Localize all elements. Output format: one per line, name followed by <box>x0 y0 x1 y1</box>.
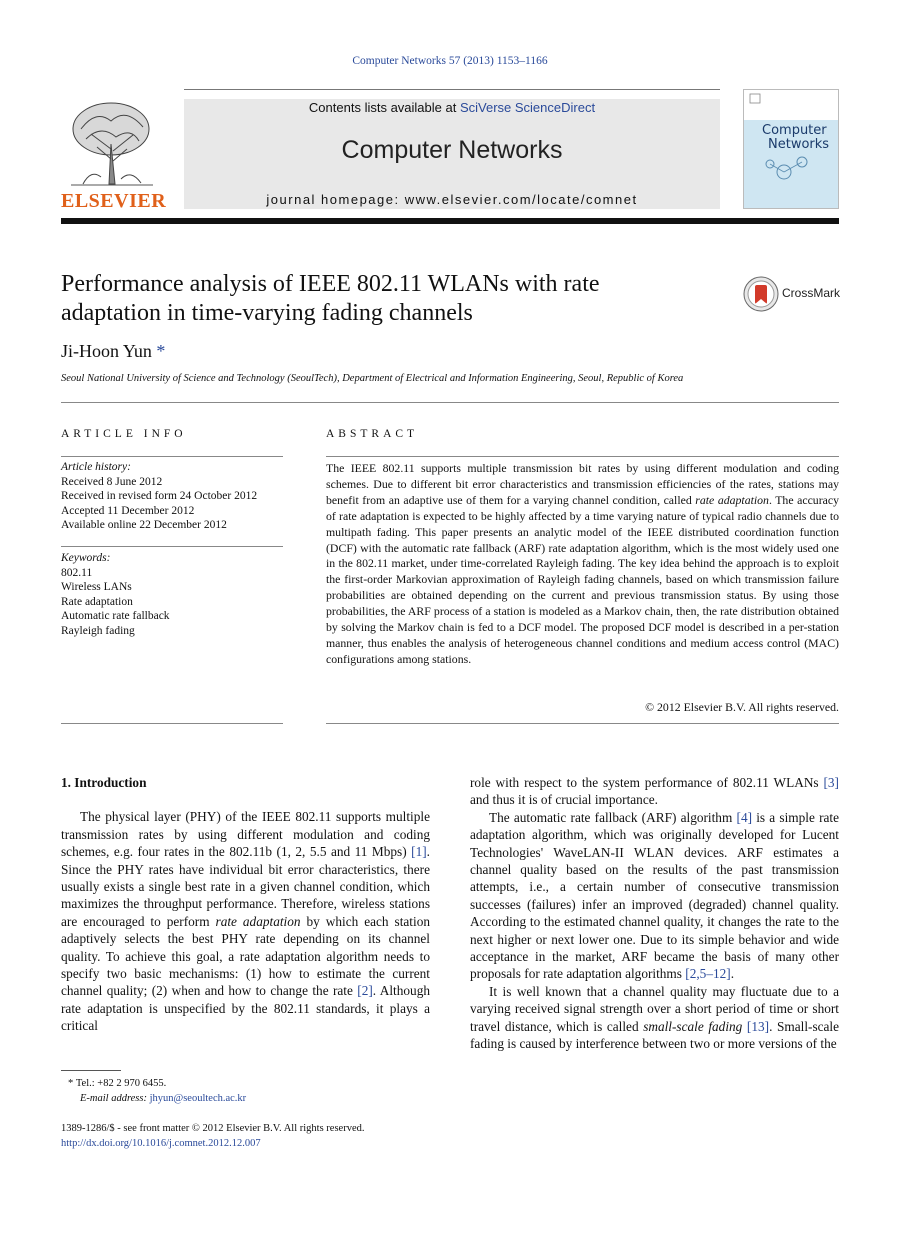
keywords-label: Keywords: <box>61 552 111 564</box>
paragraph-emphasis: rate adaptation <box>215 913 301 929</box>
article-info-heading: ARTICLE INFO <box>61 428 187 440</box>
footnote-tel: Tel.: +82 2 970 6455. <box>75 1078 167 1089</box>
publisher-name: ELSEVIER <box>61 190 167 212</box>
author-line <box>61 341 165 362</box>
issn-line: 1389-1286/$ - see front matter © 2012 Elsevier B.V. All rights reserved. <box>61 1123 365 1134</box>
abstract-text-part: The IEEE 802.11 supports multiple transmission bit rates by using different modulation and coding schemes. Due to different bit error characteristics and transmission efficiencies of the rates, stations may benefit from an adaptive use of them for a varying channel condition, called <box>326 461 839 507</box>
citation-link[interactable]: [2] <box>357 983 373 999</box>
keyword-item: Wireless LANs <box>61 581 132 593</box>
abstract-rule-bottom <box>326 723 839 724</box>
history-item: Received 8 June 2012 <box>61 475 163 488</box>
doi-link[interactable]: http://dx.doi.org/10.1016/j.comnet.2012.12.007 <box>61 1138 261 1149</box>
paragraph-emphasis: small-scale fading <box>643 1018 743 1034</box>
homepage-prefix: journal homepage: <box>266 192 405 207</box>
journal-cover-thumbnail[interactable] <box>743 89 839 209</box>
intro-paragraph-1-continued <box>470 774 839 809</box>
journal-title: Computer Networks <box>341 136 563 164</box>
paragraph-text: and thus it is of crucial importance. <box>470 792 658 808</box>
intro-paragraph-1 <box>61 808 430 1034</box>
paragraph-text: is a simple rate adaptation algorithm, which was originally developed for Lucent Technologies' WaveLAN-II WLAN devices. ARF estimates a channel quality based on the results of the past transmission attempts, i.e., a certain number of consecutive transmission successes (failures) infer an improved (degraded) channel quality. According to the estimated channel quality, it changes the rate to the next higher or next lower one. Due to its simple behavior and wide acceptance in the market, ARF became the basis of many other proposals for rate adaptation algorithms <box>470 809 840 982</box>
abstract-emphasis: rate adaptation <box>695 492 769 507</box>
homepage-url[interactable]: www.elsevier.com/locate/comnet <box>404 192 638 207</box>
citation-link[interactable]: [2,5–12] <box>685 966 731 982</box>
paragraph-text: . <box>730 966 735 982</box>
article-history <box>61 460 283 533</box>
section-heading-introduction: 1. Introduction <box>61 775 147 790</box>
journal-citation[interactable]: Computer Networks 57 (2013) 1153–1166 <box>352 55 548 67</box>
citation-link[interactable]: [13] <box>746 1018 770 1034</box>
paragraph-text: by which each station adaptively selects the best PHY rate depending on its channel quality. To achieve this goal, a rate adaptation algorithm needs to specify two basic mechanisms: (1) how to estimate the current channel quality; (2) when and how to change the rate <box>61 913 430 999</box>
crossmark-label[interactable]: CrossMark <box>782 286 841 300</box>
cover-title-line-1: Computer <box>762 123 827 138</box>
crossmark-icon[interactable] <box>743 276 779 312</box>
article-info-rule-top <box>61 456 283 457</box>
sciencedirect-link[interactable]: SciVerse ScienceDirect <box>459 100 596 115</box>
paragraph-text: It is well known that a channel quality may fluctuate due to a varying received signal strength over a short period of time or short travel distance, which is called <box>470 983 839 1034</box>
keyword-item: Automatic rate fallback <box>61 610 170 622</box>
paper-title: Performance analysis of IEEE 802.11 WLANs with rate adaptation in time-varying fading channels <box>61 271 600 326</box>
corresponding-author-mark[interactable]: * <box>156 341 166 361</box>
paragraph-text: The automatic rate fallback (ARF) algorithm <box>489 809 737 825</box>
history-item: Accepted 11 December 2012 <box>61 504 195 517</box>
keyword-item: Rate adaptation <box>61 595 133 608</box>
header-thick-rule <box>61 218 839 224</box>
affiliation-rule <box>61 402 839 403</box>
issn-doi-block <box>61 1121 481 1151</box>
article-info-rule-bottom <box>61 723 283 724</box>
body-column-left <box>61 774 430 1035</box>
footnote <box>61 1076 430 1106</box>
header-top-rule <box>184 89 720 90</box>
paragraph-text: . Small-scale fading is caused by interference between two or more versions of the <box>470 1018 840 1052</box>
article-info-rule-middle <box>61 546 283 547</box>
keywords-list <box>61 551 283 638</box>
history-item: Received in revised form 24 October 2012 <box>61 490 258 502</box>
footnote-tel-line <box>61 1076 430 1091</box>
citation-link[interactable]: [1] <box>411 844 427 860</box>
history-item: Available online 22 December 2012 <box>61 519 227 531</box>
crossmark-badge-icon <box>743 276 779 312</box>
body-column-right <box>470 774 839 1053</box>
tree-icon <box>61 99 161 189</box>
intro-paragraph-2 <box>470 809 839 983</box>
paragraph-text: The physical layer (PHY) of the IEEE 802.11 supports multiple transmission rates by using different modulation and coding schemes, e.g. four rates in the 802.11b (1, 2, 5.5 and 11 Mbps) <box>61 809 430 860</box>
contents-prefix: Contents lists available at <box>308 100 460 115</box>
cover-title-line-2: Networks <box>768 137 830 152</box>
paragraph-text: role with respect to the system performance of 802.11 WLANs <box>470 775 824 790</box>
contents-availability <box>184 100 720 115</box>
abstract-heading: ABSTRACT <box>326 428 419 440</box>
abstract-body <box>326 461 839 668</box>
citation-link[interactable]: [4] <box>736 809 753 825</box>
abstract-text-part: . The accuracy of rate adaptation is expected to be highly affected by a time varying nature of typical radio channels due to multipath fading. This paper presents an analytic model of the IEEE distributed coordination function (DCF) with the automatic rate fallback (ARF) rate adaptation algorithm, which is the most widely used one in the 802.11 market, under time-correlated Rayleigh fading. The key idea behind the approach is to exploit the first-order Markovian approximation of Rayleigh fading channels, based on which transmission failure probabilities are obtained depending on the current and previous transmission status. By using those probabilities, the ARF process of a station is modeled as a Markov chain, then, the rate distribution obtained by solving the Markov chain is fed to a DCF model. The proposed DCF model is described in a per-station manner, thus enables the analysis of heterogeneous channel conditions and medium access control (MAC) configurations among stations. <box>326 492 840 666</box>
keyword-item: Rayleigh fading <box>61 624 135 637</box>
email-label: E-mail address: <box>80 1093 147 1104</box>
email-link[interactable]: jhyun@seoultech.ac.kr <box>149 1093 247 1104</box>
intro-paragraph-3 <box>470 983 839 1053</box>
author-name: Ji-Hoon Yun <box>61 341 152 361</box>
paragraph-text: . Although rate adaptation is unspecified by the 802.11 standards, it plays a critical <box>61 983 430 1034</box>
paragraph-text: . Since the PHY rates have individual bit error characteristics, there usually exists a single best rate in a given channel condition, which maximizes the throughput performance. Therefore, wireless stations are encouraged to perform <box>61 844 430 929</box>
footnote-mark: * <box>68 1078 74 1089</box>
footnote-email-line <box>61 1091 430 1106</box>
abstract-copyright: © 2012 Elsevier B.V. All rights reserved. <box>645 700 839 714</box>
abstract-rule-top <box>326 456 839 457</box>
author-affiliation: Seoul National University of Science and Technology (SeoulTech), Department of Electrical and Information Engineering, Seoul, Republic of Korea <box>61 373 684 384</box>
cover-image <box>744 90 838 208</box>
citation-link[interactable]: [3] <box>823 775 839 790</box>
keyword-item: 802.11 <box>61 566 93 579</box>
journal-homepage <box>184 192 720 207</box>
history-label: Article history: <box>61 461 131 473</box>
footnote-rule <box>61 1070 121 1071</box>
